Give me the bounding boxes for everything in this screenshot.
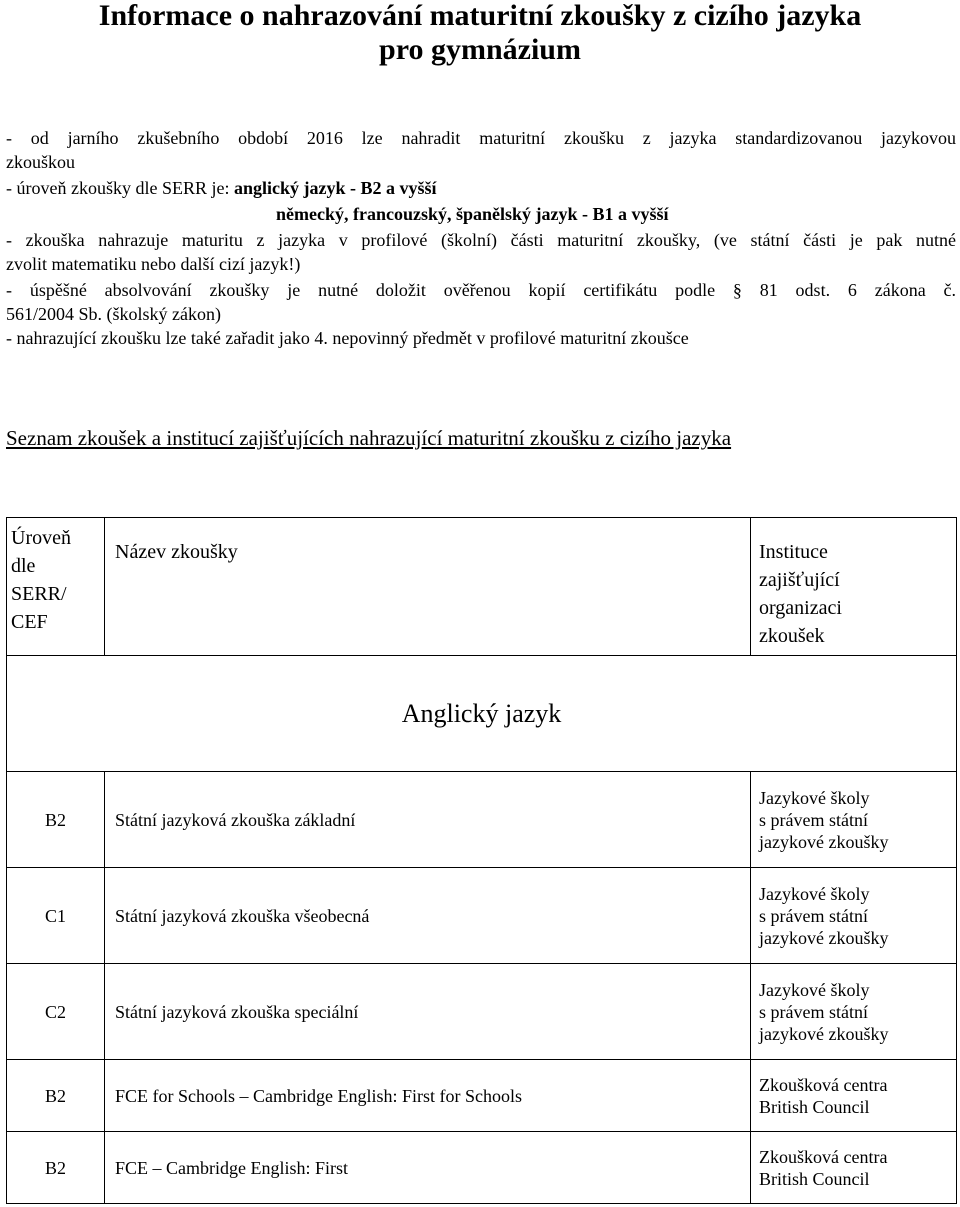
exam-name-cell: Státní jazyková zkouška základní (105, 772, 751, 868)
other-languages-level: německý, francouzský, španělský jazyk - B1 a vyšší (276, 204, 669, 224)
info-paragraph-5: - nahrazující zkoušku lze také zařadit jako 4. nepovinný předmět v profilové maturitní zkoušce (6, 328, 689, 348)
language-heading: Anglický jazyk (7, 656, 957, 772)
info-paragraph-3-cont: zvolit matematiku nebo další cizí jazyk!) (6, 254, 301, 274)
page-subtitle: pro gymnázium (379, 33, 581, 66)
institution-cell: Zkoušková centra British Council (751, 1132, 957, 1204)
info-paragraph-1-cont: zkouškou (6, 152, 75, 172)
language-row (7, 656, 957, 772)
institution-cell: Jazykové školy s právem státní jazykové zkoušky (751, 868, 957, 964)
page-title: Informace o nahrazování maturitní zkoušky z cizího jazyka (98, 0, 862, 32)
info-paragraph-2 (6, 176, 956, 200)
header-exam-name: Název zkoušky (105, 518, 751, 656)
level-cell: B2 (7, 1132, 105, 1204)
level-cell: B2 (7, 772, 105, 868)
level-cell: C2 (7, 964, 105, 1060)
info-paragraph-4-cont: 561/2004 Sb. (školský zákon) (6, 304, 221, 324)
institution-cell: Jazykové školy s právem státní jazykové zkoušky (751, 772, 957, 868)
table-header-row (7, 518, 957, 656)
exam-name-cell: FCE – Cambridge English: First (105, 1132, 751, 1204)
header-level: Úroveň dle SERR/ CEF (7, 518, 105, 656)
info-paragraph-4: - úspěšné absolvování zkoušky je nutné doložit ověřenou kopií certifikátu podle § 81 odst. 6 zákona č. (6, 280, 956, 300)
table-row (7, 1060, 957, 1132)
english-level: anglický jazyk - B2 a vyšší (233, 178, 437, 198)
exam-name-cell: FCE for Schools – Cambridge English: First for Schools (105, 1060, 751, 1132)
header-institution: Instituce zajišťující organizaci zkoušek (751, 518, 957, 656)
table-row (7, 772, 957, 868)
level-intro: - úroveň zkoušky dle SERR je: (6, 178, 234, 198)
table-row (7, 868, 957, 964)
level-cell: C1 (7, 868, 105, 964)
exam-name-cell: Státní jazyková zkouška všeobecná (105, 868, 751, 964)
exam-table (6, 517, 957, 1204)
institution-cell: Jazykové školy s právem státní jazykové zkoušky (751, 964, 957, 1060)
exam-name-cell: Státní jazyková zkouška speciální (105, 964, 751, 1060)
section-title: Seznam zkoušek a institucí zajišťujících nahrazující maturitní zkoušku z cizího jazyka (6, 426, 732, 450)
info-paragraph-3: - zkouška nahrazuje maturitu z jazyka v profilové (školní) části maturitní zkoušky, (ve státní části je pak nutné (6, 230, 956, 250)
institution-cell: Zkoušková centra British Council (751, 1060, 957, 1132)
table-row (7, 964, 957, 1060)
info-paragraph-1: - od jarního zkušebního období 2016 lze nahradit maturitní zkoušku z jazyka standardizovanou jazykovou (6, 128, 956, 148)
level-cell: B2 (7, 1060, 105, 1132)
table-row (7, 1132, 957, 1204)
